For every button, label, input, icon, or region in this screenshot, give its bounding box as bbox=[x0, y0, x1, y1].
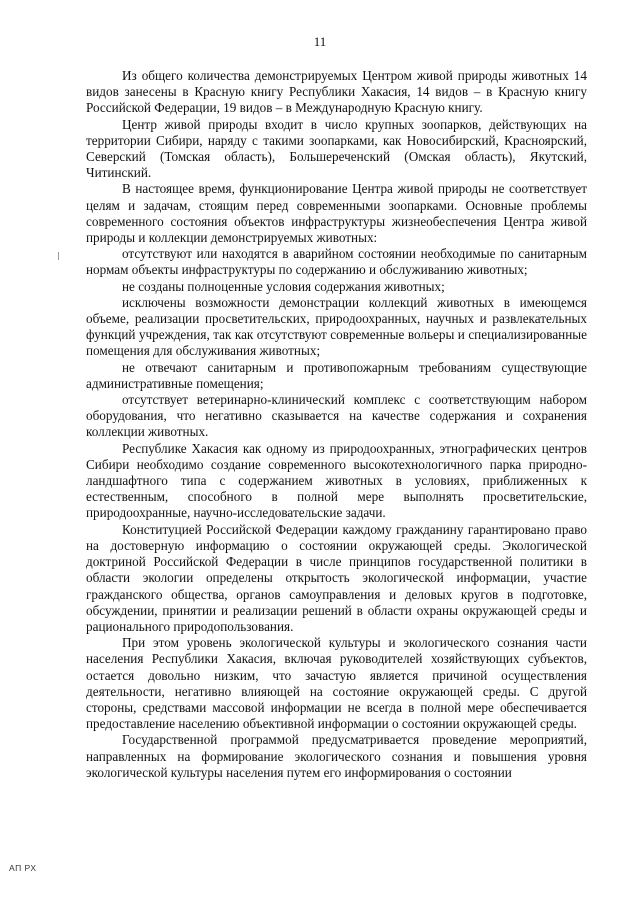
page-number: 11 bbox=[313, 34, 327, 49]
paragraph-problem-conditions: не созданы полноценные условия содержания животных; bbox=[122, 278, 445, 294]
margin-mark bbox=[58, 252, 59, 260]
paragraph-ecological-culture: При этом уровень экологической культуры и экологического сознания части населения Республики Хакасия, включая руководителей хозяйствующих субъектов, остается довольно низким, что зачастую является причиной осуществления деятельности, негативно влияющей на состояние окружающей среды. С другой стороны, средствами массовой информации не всегда в полной мере обеспечивается предоставление населению объективной информации о состоянии окружающей среды. bbox=[86, 635, 587, 732]
paragraph-state-program: Государственной программой предусматривается проведение мероприятий, направленных на формирование экологического сознания и повышения уровня экологической культуры населения путем его информирования о состоянии bbox=[86, 732, 587, 780]
paragraph-problem-admin-premises: не отвечают санитарным и противопожарным требованиям существующие административные помещения; bbox=[86, 359, 587, 391]
paragraph-problem-demonstration: исключены возможности демонстрации коллекций животных в имеющемся объеме, реализации просветительских, природоохранных, научных и развлекательных функций учреждения, так как отсутствуют современные вольеры и специализированные помещения для обслуживания животных; bbox=[86, 294, 587, 359]
paragraph-red-book-stats: Из общего количества демонстрируемых Центром живой природы животных 14 видов занесены в Красную книгу Республики Хакасия, 14 видов – в Красную книгу Российской Федерации, 19 видов – в Международную Красную книгу. bbox=[86, 68, 587, 116]
paragraph-current-problems: В настоящее время, функционирование Центра живой природы не соответствует целям и задачам, стоящим перед современными зоопарками. Основные проблемы современного состояния объектов инфраструктуры жизнеобеспечения Центра живой природы и коллекции демонстрируемых животных: bbox=[86, 181, 587, 246]
paragraph-problem-infrastructure: отсутствуют или находятся в аварийном состоянии необходимые по санитарным нормам объекты инфраструктуры по содержанию и обслуживанию животных; bbox=[86, 246, 587, 278]
paragraph-siberian-zoos: Центр живой природы входит в число крупных зоопарков, действующих на территории Сибири, наряду с такими зоопарками, как Новосибирский, Красноярский, Северский (Томская область), Большереченский (Омская область), Якутский, Читинский. bbox=[86, 116, 587, 181]
footer-code: АП РХ bbox=[9, 863, 37, 873]
document-body bbox=[86, 68, 587, 781]
paragraph-constitution: Конституцией Российской Федерации каждому гражданину гарантировано право на достоверную информацию о состоянии окружающей среды. Экологической доктриной Российской Федерации в числе принципов государственной политики в области экологии определены открытость экологической информации, участие гражданского общества, органов самоуправления и деловых кругов в подготовке, обсуждении, принятии и реализации решений в области охраны окружающей среды и рационального природопользования. bbox=[86, 521, 587, 634]
paragraph-problem-vet-complex: отсутствует ветеринарно-клинический комплекс с соответствующим набором оборудования, что негативно сказывается на качестве содержания и сохранения коллекции животных. bbox=[86, 392, 587, 440]
paragraph-park-need: Республике Хакасия как одному из природоохранных, этнографических центров Сибири необходимо создание современного высокотехнологичного парка природно-ландшафтного типа с содержанием животных в условиях, приближенных к естественным, способного в полной мере выполнять просветительские, природоохранные, научно-исследовательские задачи. bbox=[86, 440, 587, 521]
